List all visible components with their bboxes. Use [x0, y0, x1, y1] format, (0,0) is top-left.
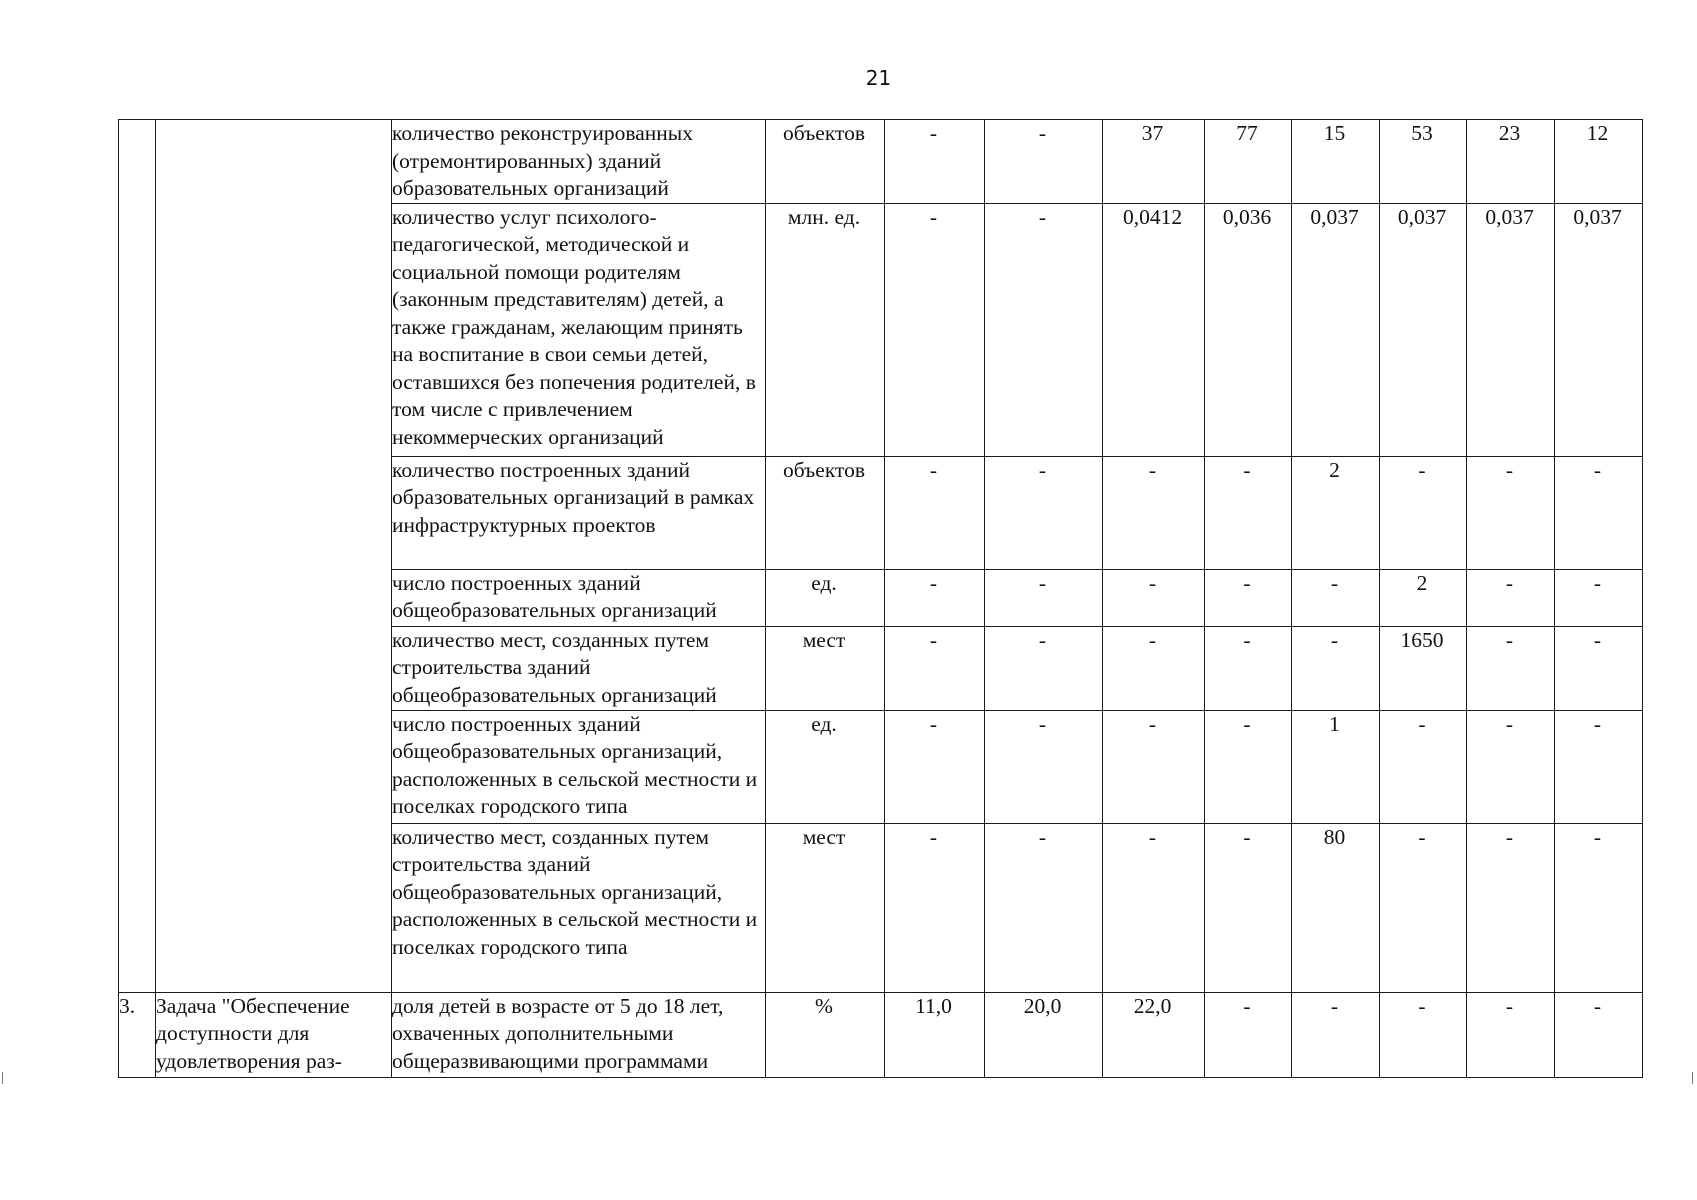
value-cell: -	[1467, 626, 1555, 710]
value-cell: -	[885, 710, 985, 823]
value-cell: -	[1205, 710, 1292, 823]
task-cell	[156, 120, 392, 993]
value-cell: -	[1555, 992, 1643, 1077]
value-cell: -	[1205, 626, 1292, 710]
value-cell: 23	[1467, 120, 1555, 204]
value-cell: -	[1380, 823, 1467, 992]
value-cell: 12	[1555, 120, 1643, 204]
indicator-cell: число построенных зданий общеобразовательных организаций, расположенных в сельской местности и поселках городского типа	[392, 710, 766, 823]
value-cell: 37	[1103, 120, 1205, 204]
value-cell: -	[985, 710, 1103, 823]
value-cell: -	[1103, 823, 1205, 992]
indicator-cell: количество услуг психолого-педагогической, методической и социальной помощи родителям (законным представителям) детей, а также гражданам, желающим принять на воспитание в свои семьи детей, оставшихся без попечения родителей, в том числе с привлечением некоммерческих организаций	[392, 203, 766, 456]
value-cell: 0,036	[1205, 203, 1292, 456]
value-cell: -	[985, 203, 1103, 456]
value-cell: -	[1555, 823, 1643, 992]
value-cell: -	[1292, 992, 1380, 1077]
indicator-cell: число построенных зданий общеобразовательных организаций	[392, 569, 766, 626]
value-cell: 2	[1380, 569, 1467, 626]
value-cell: -	[885, 203, 985, 456]
value-cell: -	[1380, 710, 1467, 823]
value-cell: -	[1467, 456, 1555, 569]
unit-cell: объектов	[766, 456, 885, 569]
scan-edge-mark	[2, 1072, 3, 1084]
value-cell: -	[985, 120, 1103, 204]
value-cell: -	[885, 626, 985, 710]
value-cell: -	[1205, 992, 1292, 1077]
value-cell: -	[1555, 456, 1643, 569]
value-cell: -	[885, 120, 985, 204]
indicator-cell: количество мест, созданных путем строительства зданий общеобразовательных организаций, расположенных в сельской местности и поселках городского типа	[392, 823, 766, 992]
value-cell: -	[985, 456, 1103, 569]
value-cell: 0,037	[1292, 203, 1380, 456]
value-cell: -	[985, 823, 1103, 992]
value-cell: -	[1467, 569, 1555, 626]
value-cell: -	[1467, 823, 1555, 992]
value-cell: -	[1555, 569, 1643, 626]
value-cell: -	[1555, 710, 1643, 823]
unit-cell: мест	[766, 626, 885, 710]
value-cell: 1650	[1380, 626, 1467, 710]
value-cell: -	[1103, 710, 1205, 823]
value-cell: 53	[1380, 120, 1467, 204]
value-cell: 2	[1292, 456, 1380, 569]
value-cell: 0,037	[1467, 203, 1555, 456]
value-cell: 11,0	[885, 992, 985, 1077]
value-cell: -	[985, 569, 1103, 626]
value-cell: -	[1555, 626, 1643, 710]
unit-cell: мест	[766, 823, 885, 992]
indicator-cell: доля детей в возрасте от 5 до 18 лет, охваченных дополнительными общеразвивающими программами	[392, 992, 766, 1077]
value-cell: 20,0	[985, 992, 1103, 1077]
indicators-table	[118, 119, 1643, 1078]
value-cell: 77	[1205, 120, 1292, 204]
value-cell: 22,0	[1103, 992, 1205, 1077]
value-cell: -	[885, 569, 985, 626]
scan-edge-mark	[1692, 1072, 1693, 1084]
value-cell: -	[1292, 569, 1380, 626]
value-cell: -	[1205, 456, 1292, 569]
value-cell: -	[1103, 456, 1205, 569]
table-row	[119, 120, 1643, 204]
unit-cell: млн. ед.	[766, 203, 885, 456]
value-cell: -	[1205, 823, 1292, 992]
row-number: 3.	[119, 992, 156, 1077]
indicator-cell: количество построенных зданий образовательных организаций в рамках инфраструктурных проектов	[392, 456, 766, 569]
value-cell: -	[885, 823, 985, 992]
value-cell: -	[985, 626, 1103, 710]
value-cell: 0,037	[1380, 203, 1467, 456]
indicator-cell: количество мест, созданных путем строительства зданий общеобразовательных организаций	[392, 626, 766, 710]
indicator-cell: количество реконструированных (отремонтированных) зданий образовательных организаций	[392, 120, 766, 204]
value-cell: -	[1205, 569, 1292, 626]
value-cell: -	[1103, 626, 1205, 710]
row-number	[119, 120, 156, 993]
value-cell: -	[1380, 456, 1467, 569]
value-cell: -	[1380, 992, 1467, 1077]
unit-cell: объектов	[766, 120, 885, 204]
value-cell: -	[1467, 710, 1555, 823]
value-cell: -	[1467, 992, 1555, 1077]
value-cell: 1	[1292, 710, 1380, 823]
value-cell: 80	[1292, 823, 1380, 992]
unit-cell: ед.	[766, 569, 885, 626]
unit-cell: %	[766, 992, 885, 1077]
task-cell: Задача "Обеспечение доступности для удовлетворения раз-	[156, 992, 392, 1077]
value-cell: 0,0412	[1103, 203, 1205, 456]
value-cell: 15	[1292, 120, 1380, 204]
value-cell: -	[885, 456, 985, 569]
unit-cell: ед.	[766, 710, 885, 823]
value-cell: 0,037	[1555, 203, 1643, 456]
table-row	[119, 992, 1643, 1077]
value-cell: -	[1103, 569, 1205, 626]
value-cell: -	[1292, 626, 1380, 710]
page-number: 21	[865, 66, 892, 90]
